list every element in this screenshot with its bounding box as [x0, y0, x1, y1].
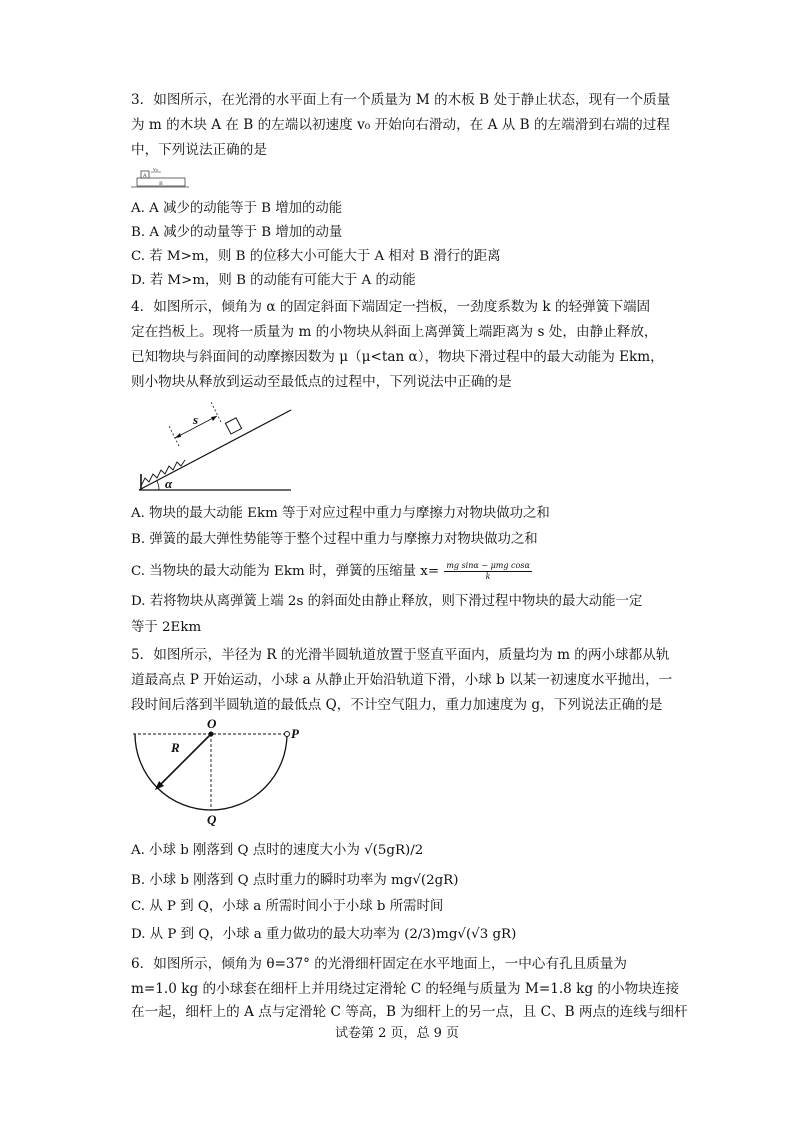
- q5-point-p-label: P: [291, 726, 299, 741]
- q3-stem-line-2: 为 m 的木块 A 在 B 的左端以初速度 v₀ 开始向右滑动，在 A 从 B 的左端滑到右端的过程: [131, 117, 670, 133]
- q4-option-d-cont: 等于 2Ekm: [131, 620, 202, 635]
- q6-stem-line-2: m=1.0 kg 的小球套在细杆上并用绕过定滑轮 C 的轻绳与质量为 M=1.8 kg 的小物块连接: [131, 981, 679, 997]
- q3-board-label: B: [159, 181, 163, 187]
- q5-option-b: B. 小球 b 刚落到 Q 点时重力的瞬时功率为 mg√(2gR): [131, 873, 459, 888]
- q3-stem-line-3: 中，下列说法正确的是: [131, 142, 267, 158]
- q5-option-d: D. 从 P 到 Q，小球 a 重力做功的最大功率为 (2/3)mg√(√3 gR): [131, 927, 517, 942]
- q4-angle-label: α: [165, 476, 173, 491]
- q4-stem-line-1: 4．如图所示，倾角为 α 的固定斜面下端固定一挡板，一劲度系数为 k 的轻弹簧下端固: [131, 299, 651, 315]
- q4-stem-line-4: 则小物块从释放到运动至最低点的过程中，下列说法中正确的是: [131, 374, 512, 390]
- q4-incline-spring-figure: [131, 400, 301, 496]
- q5-center-label: O: [207, 716, 217, 731]
- q4-option-b: B. 弹簧的最大弹性势能等于整个过程中重力与摩擦力对物块做功之和: [131, 532, 538, 547]
- q3-stem-line-1: 3．如图所示，在光滑的水平面上有一个质量为 M 的木板 B 处于静止状态，现有一个质量: [131, 92, 671, 108]
- q4-option-d: D. 若将物块从离弹簧上端 2s 的斜面处由静止释放，则下滑过程中物块的最大动能一定: [131, 594, 643, 609]
- q5-stem-line-2: 道最高点 P 开始运动，小球 a 从静止开始沿轨道下滑，小球 b 以某一初速度水平抛出，一: [131, 672, 673, 688]
- q5-point-q-label: Q: [207, 812, 217, 827]
- q3-block-label: A: [143, 173, 147, 179]
- q4-distance-label: s: [193, 412, 199, 427]
- q3-velocity-label: v₀: [153, 167, 158, 173]
- q3-option-c: C. 若 M>m，则 B 的位移大小可能大于 A 相对 B 滑行的距离: [131, 249, 501, 264]
- q3-option-a: A. A 减少的动能等于 B 增加的动能: [131, 201, 343, 216]
- q5-option-a: A. 小球 b 刚落到 Q 点时的速度大小为 √(5gR)/2: [131, 843, 424, 858]
- q4-option-c: [131, 561, 532, 583]
- q6-stem-line-3: 在一起，细杆上的 A 点与定滑轮 C 等高，B 为细杆上的另一点，且 C、B 两点的连线与细杆: [131, 1004, 688, 1020]
- q5-stem-line-1: 5．如图所示，半径为 R 的光滑半圆轨道放置于竖直平面内，质量均为 m 的两小球都从轨: [131, 647, 670, 663]
- q4-compression-formula: [444, 561, 532, 582]
- q4-formula-numerator: mg sinα − μmg cosα: [446, 561, 530, 570]
- q5-semicircle-track-figure: [131, 714, 306, 826]
- q3-option-d: D. 若 M>m，则 B 的动能有可能大于 A 的动能: [131, 273, 416, 288]
- page-footer: 试卷第 2 页，总 9 页: [334, 1026, 460, 1041]
- q4-stem-line-2: 定在挡板上。现将一质量为 m 的小物块从斜面上离弹簧上端距离为 s 处，由静止释放，: [131, 324, 658, 340]
- q5-option-c: C. 从 P 到 Q，小球 a 所需时间小于小球 b 所需时间: [131, 899, 444, 914]
- q6-stem-line-1: 6．如图所示，倾角为 θ=37° 的光滑细杆固定在水平地面上，一中心有孔且质量为: [131, 956, 627, 972]
- q3-block-board-figure: [131, 166, 191, 192]
- q4-formula-denominator: k: [485, 572, 491, 581]
- q5-radius-label: R: [171, 740, 180, 755]
- q5-stem-line-3: 段时间后落到半圆轨道的最低点 Q，不计空气阻力，重力加速度为 g，下列说法正确的是: [131, 697, 663, 713]
- q4-option-c-text: C. 当物块的最大动能为 Ekm 时，弹簧的压缩量 x=: [131, 564, 440, 579]
- q4-option-a: A. 物块的最大动能 Ekm 等于对应过程中重力与摩擦力对物块做功之和: [131, 506, 550, 521]
- q4-stem-line-3: 已知物块与斜面间的动摩擦因数为 μ（μ<tan α），物块下滑过程中的最大动能为 Ekm，: [131, 349, 664, 365]
- q3-option-b: B. A 减少的动量等于 B 增加的动量: [131, 225, 343, 240]
